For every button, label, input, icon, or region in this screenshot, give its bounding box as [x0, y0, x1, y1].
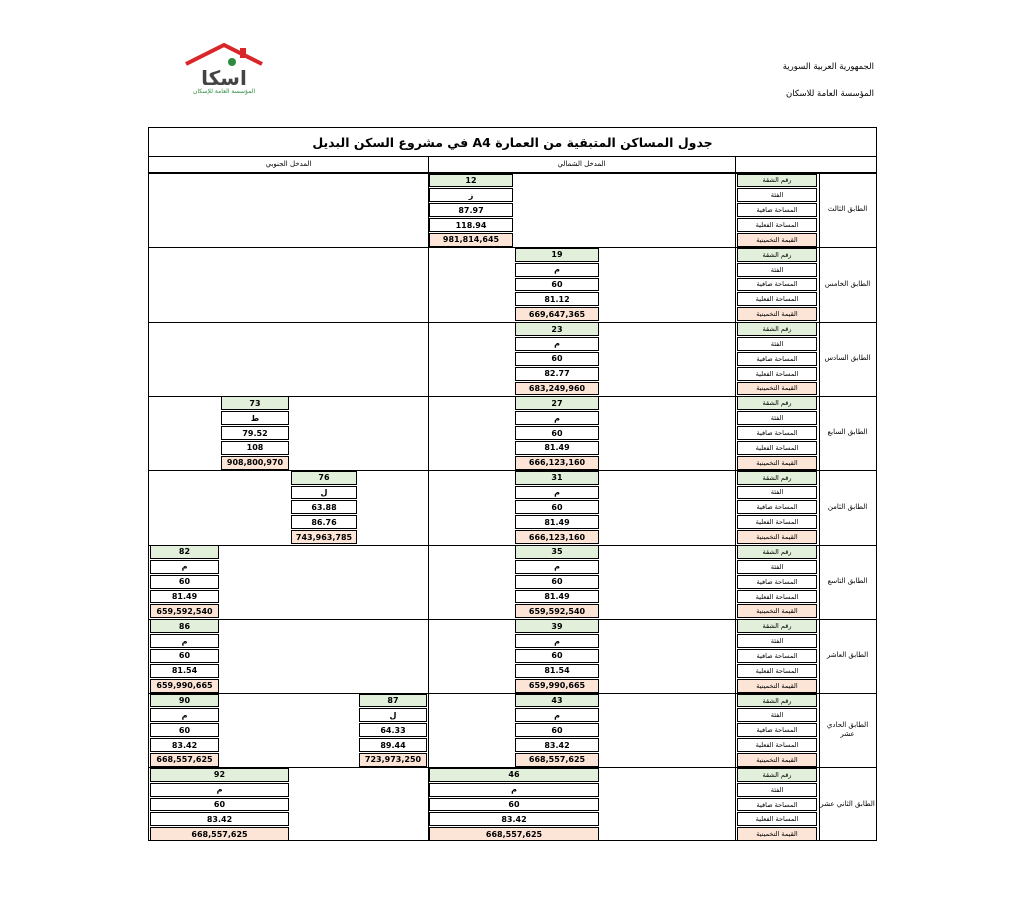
row-label: الفئة — [737, 411, 817, 425]
row-label: المساحة الفعلية — [737, 590, 817, 604]
row-label: رقم الشقة — [737, 471, 817, 485]
row-label: الفئة — [737, 263, 817, 277]
apartment-number-cell: 35 — [515, 545, 599, 559]
apartment-actual-area-cell: 86.76 — [291, 515, 357, 529]
row-label: القيمة التخمينية — [737, 530, 817, 544]
row-label: الفئة — [737, 337, 817, 351]
apartment-value-cell: 743,963,785 — [291, 530, 357, 544]
row-label: القيمة التخمينية — [737, 456, 817, 470]
row-label: القيمة التخمينية — [737, 679, 817, 693]
republic-heading: الجمهورية العربية السورية — [782, 62, 874, 72]
row-label: القيمة التخمينية — [737, 827, 817, 841]
apartment-actual-area-cell: 83.42 — [150, 738, 219, 752]
apartment-value-cell: 981,814,645 — [429, 233, 513, 247]
apartment-net-area-cell: 60 — [150, 798, 289, 812]
apartment-net-area-cell: 60 — [515, 278, 599, 292]
apartment-number-cell: 19 — [515, 248, 599, 262]
apartment-value-cell: 668,557,625 — [150, 753, 219, 767]
apartment-category-cell: م — [515, 560, 599, 574]
row-label: المساحة صافية — [737, 723, 817, 737]
apartment-value-cell: 659,592,540 — [150, 604, 219, 618]
row-label: المساحة الفعلية — [737, 738, 817, 752]
row-label: رقم الشقة — [737, 619, 817, 633]
apartment-value-cell: 669,647,365 — [515, 307, 599, 321]
apartment-net-area-cell: 60 — [515, 649, 599, 663]
apartment-category-cell: م — [515, 634, 599, 648]
row-label: المساحة صافية — [737, 500, 817, 514]
apartment-category-cell: م — [515, 337, 599, 351]
apartment-category-cell: م — [150, 634, 219, 648]
apartment-number-cell: 90 — [150, 694, 219, 708]
row-label: القيمة التخمينية — [737, 233, 817, 247]
floor-label: الطابق الخامس — [824, 279, 871, 288]
floor-label: الطابق التاسع — [827, 576, 868, 585]
apartment-number-cell: 86 — [150, 619, 219, 633]
apartment-number-cell: 12 — [429, 174, 513, 188]
apartment-net-area-cell: 63.88 — [291, 500, 357, 514]
apartment-value-cell: 659,592,540 — [515, 604, 599, 618]
row-label: المساحة الفعلية — [737, 367, 817, 381]
apartment-number-cell: 92 — [150, 768, 289, 782]
apartment-net-area-cell: 64.33 — [359, 723, 427, 737]
apartment-value-cell: 659,990,665 — [150, 679, 219, 693]
apartment-number-cell: 87 — [359, 694, 427, 708]
apartment-number-cell: 43 — [515, 694, 599, 708]
apartment-category-cell: م — [429, 783, 599, 797]
apartment-actual-area-cell: 108 — [221, 441, 289, 455]
apartment-value-cell: 668,557,625 — [429, 827, 599, 841]
row-label: رقم الشقة — [737, 694, 817, 708]
row-label: المساحة صافية — [737, 575, 817, 589]
apartment-number-cell: 76 — [291, 471, 357, 485]
apartment-category-cell: م — [515, 263, 599, 277]
apartment-number-cell: 73 — [221, 396, 289, 410]
floor-label: الطابق الحادي عشر — [826, 720, 869, 739]
apartment-actual-area-cell: 81.12 — [515, 292, 599, 306]
apartment-number-cell: 82 — [150, 545, 219, 559]
row-label: القيمة التخمينية — [737, 307, 817, 321]
north-entrance-header: المدخل الشمالي — [557, 160, 606, 168]
row-label: المساحة الفعلية — [737, 664, 817, 678]
apartment-actual-area-cell: 83.42 — [150, 812, 289, 826]
row-label: القيمة التخمينية — [737, 604, 817, 618]
apartment-number-cell: 46 — [429, 768, 599, 782]
apartment-actual-area-cell: 83.42 — [515, 738, 599, 752]
row-label: رقم الشقة — [737, 248, 817, 262]
apartment-value-cell: 668,557,625 — [515, 753, 599, 767]
apartment-actual-area-cell: 81.54 — [515, 664, 599, 678]
apartment-actual-area-cell: 118.94 — [429, 218, 513, 232]
logo-text: اسكا — [201, 66, 247, 90]
apartment-net-area-cell: 60 — [515, 575, 599, 589]
row-label: رقم الشقة — [737, 768, 817, 782]
apartment-net-area-cell: 60 — [515, 426, 599, 440]
apartment-category-cell: م — [150, 783, 289, 797]
apartment-category-cell: ز — [429, 188, 513, 202]
table-title: جدول المساكن المتبقية من العمارة A4 في مشروع السكن البديل — [149, 128, 876, 157]
apartment-actual-area-cell: 81.49 — [515, 441, 599, 455]
row-label: القيمة التخمينية — [737, 382, 817, 396]
apartment-category-cell: م — [515, 708, 599, 722]
apartment-actual-area-cell: 89.44 — [359, 738, 427, 752]
row-label: الفئة — [737, 783, 817, 797]
apartment-net-area-cell: 60 — [150, 723, 219, 737]
row-label: الفئة — [737, 560, 817, 574]
apartment-value-cell: 683,249,960 — [515, 382, 599, 396]
remaining-apartments-table — [148, 127, 877, 841]
apartment-value-cell: 723,973,250 — [359, 753, 427, 767]
institution-heading: المؤسسة العامة للاسكان — [786, 89, 874, 99]
apartment-actual-area-cell: 81.49 — [150, 590, 219, 604]
entrance-header-row — [149, 157, 876, 173]
row-label: رقم الشقة — [737, 174, 817, 188]
row-label: الفئة — [737, 708, 817, 722]
apartment-value-cell: 659,990,665 — [515, 679, 599, 693]
row-label: رقم الشقة — [737, 545, 817, 559]
apartment-category-cell: ل — [359, 708, 427, 722]
row-label: رقم الشقة — [737, 396, 817, 410]
floor-label: الطابق الثالث — [827, 205, 868, 214]
row-label: رقم الشقة — [737, 322, 817, 336]
row-label: الفئة — [737, 634, 817, 648]
apartment-net-area-cell: 60 — [515, 500, 599, 514]
apartment-number-cell: 27 — [515, 396, 599, 410]
apartment-number-cell: 31 — [515, 471, 599, 485]
apartment-number-cell: 39 — [515, 619, 599, 633]
row-label: المساحة الفعلية — [737, 441, 817, 455]
apartment-actual-area-cell: 81.54 — [150, 664, 219, 678]
row-label: المساحة صافية — [737, 278, 817, 292]
apartment-value-cell: 668,557,625 — [150, 827, 289, 841]
logo-caption: المؤسسة العامة للإسكان — [192, 88, 256, 95]
row-label: المساحة الفعلية — [737, 812, 817, 826]
apartment-value-cell: 666,123,160 — [515, 530, 599, 544]
floor-label: الطابق السادس — [824, 354, 871, 363]
floor-label: الطابق العاشر — [826, 651, 869, 660]
apartment-net-area-cell: 60 — [150, 575, 219, 589]
apartment-actual-area-cell: 81.49 — [515, 515, 599, 529]
apartment-value-cell: 908,800,970 — [221, 456, 289, 470]
row-label: المساحة الفعلية — [737, 292, 817, 306]
apartment-net-area-cell: 87.97 — [429, 203, 513, 217]
floor-label: الطابق السابع — [827, 428, 868, 437]
apartment-category-cell: م — [515, 486, 599, 500]
row-label: القيمة التخمينية — [737, 753, 817, 767]
apartment-net-area-cell: 79.52 — [221, 426, 289, 440]
apartment-category-cell: م — [150, 708, 219, 722]
apartment-number-cell: 23 — [515, 322, 599, 336]
apartment-category-cell: ل — [291, 486, 357, 500]
apartment-value-cell: 666,123,160 — [515, 456, 599, 470]
apartment-net-area-cell: 60 — [515, 352, 599, 366]
row-label: الفئة — [737, 188, 817, 202]
apartment-actual-area-cell: 82.77 — [515, 367, 599, 381]
apartment-category-cell: م — [150, 560, 219, 574]
apartment-net-area-cell: 60 — [515, 723, 599, 737]
apartment-actual-area-cell: 83.42 — [429, 812, 599, 826]
apartment-category-cell: ط — [221, 411, 289, 425]
apartment-category-cell: م — [515, 411, 599, 425]
south-entrance-header: المدخل الجنوبي — [265, 160, 312, 168]
apartment-net-area-cell: 60 — [429, 798, 599, 812]
row-label: المساحة صافية — [737, 203, 817, 217]
apartment-actual-area-cell: 81.49 — [515, 590, 599, 604]
row-label: المساحة صافية — [737, 798, 817, 812]
apartment-net-area-cell: 60 — [150, 649, 219, 663]
row-label: الفئة — [737, 486, 817, 500]
row-label: المساحة الفعلية — [737, 218, 817, 232]
floor-label: الطابق الثامن — [827, 502, 868, 511]
row-label: المساحة صافية — [737, 426, 817, 440]
row-label: المساحة صافية — [737, 649, 817, 663]
row-label: المساحة الفعلية — [737, 515, 817, 529]
floor-label: الطابق الثاني عشر — [820, 799, 875, 808]
row-label: المساحة صافية — [737, 352, 817, 366]
